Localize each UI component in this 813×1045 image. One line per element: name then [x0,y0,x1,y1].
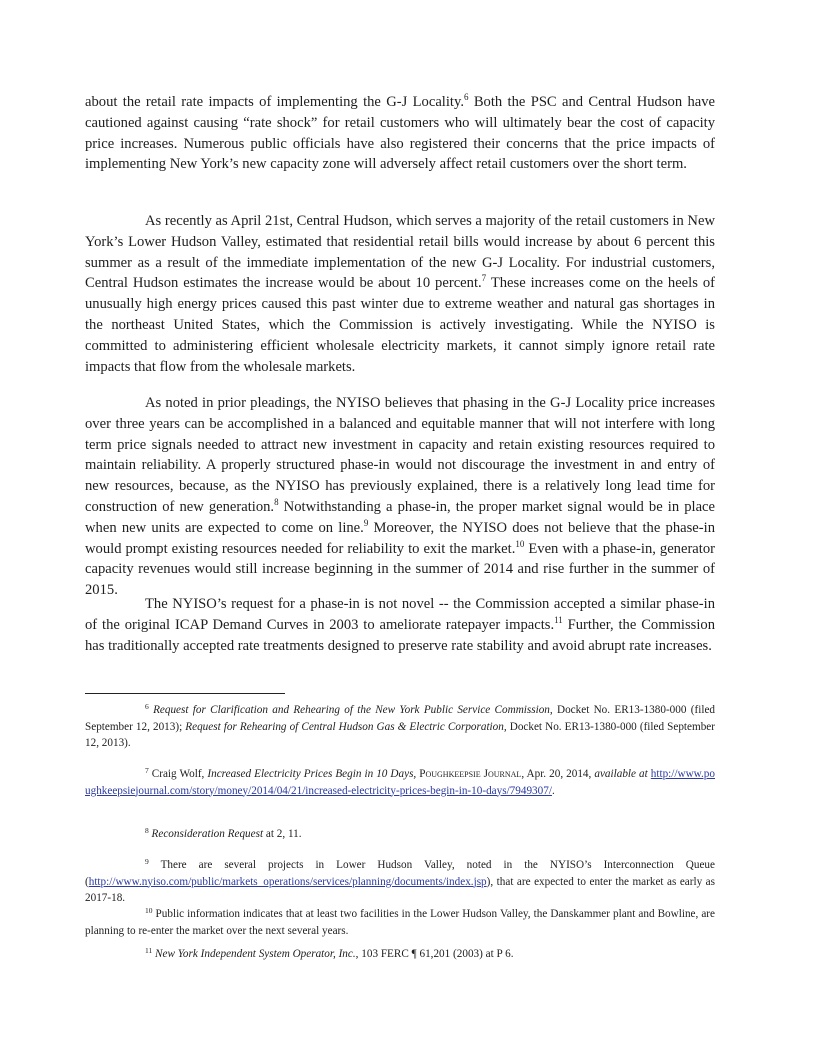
footnote-ref-8: 8 [274,496,279,507]
footnote-6-text-2: Docket No. ER13-1380-000 (filed September 12, 2013). [85,720,715,749]
footnote-7-number: 7 [145,766,149,775]
footnote-ref-10: 10 [515,538,525,549]
paragraph-4-text-a: The NYISO’s request for a phase-in is not novel -- the Commission accepted a similar phase-in of the original ICAP Demand Curves in 2003 to ameliorate ratepayer impacts. [85,596,715,633]
footnote-ref-7: 7 [481,273,487,284]
footnote-11 [85,946,715,963]
footnote-ref-6: 6 [463,92,469,102]
footnote-10-text: Public information indicates that at least two facilities in the Lower Hudson Valley, the Danskammer plant and Bowline, are planning to re-enter the market over the next several years. [85,908,715,937]
footnote-6-number: 6 [145,702,149,711]
footnote-9-text-1: There are several projects in Lower Hudson Valley, noted in the NYISO’s Interconnection Queue ( [85,859,715,888]
paragraph-4-text-b: Further, the Commission has traditionally accepted rate treatments designed to preserve rate stability and avoid abrupt rate increases. [85,616,715,654]
footnote-separator [85,693,285,694]
footnote-6-title-1: Request for Clarification and Rehearing of the New York Public Service Commission, [153,704,553,716]
footnote-6 [85,702,715,752]
footnote-11-number: 11 [145,946,153,955]
footnote-9-text-2: ), that are expected to enter the market as early as 2017-18. [85,875,715,904]
footnote-9 [85,857,715,907]
footnote-8 [85,826,715,843]
footnote-8-text: at 2, 11. [263,828,302,840]
paragraph-2 [85,211,715,377]
paragraph-3-text-d: Even with a phase-in, generator capacity revenues would still increase beginning in the summer of 2014 and rise further in the summer of 2015. [85,540,715,599]
footnote-11-citation: , 103 FERC ¶ 61,201 (2003) at P 6. [355,948,514,960]
footnote-7-link[interactable]: http://www.poughkeepsiejournal.com/story/money/2014/04/21/increased-electricity-prices-begin-in-10-days/7949307/ [85,768,715,797]
paragraph-3 [85,393,715,601]
footnote-7-publication: Poughkeepsie Journal [416,768,522,780]
footnote-7-article-title: Increased Electricity Prices Begin in 10 Days, [207,768,417,780]
footnote-9-number: 9 [145,857,149,866]
footnote-ref-11: 11 [554,614,563,625]
paragraph-1-text-a: about the retail rate impacts of implementing the G-J Locality. [85,94,464,110]
footnote-7-author: Craig Wolf, [151,768,208,780]
footnote-10-number: 10 [145,906,153,915]
footnote-9-link[interactable]: http://www.nyiso.com/public/markets_operations/services/planning/documents/index.jsp [88,875,487,888]
footnote-7-available-at: available at [594,768,648,780]
paragraph-2-text-a: As recently as April 21st, Central Hudson, which serves a majority of the retail customers in New York’s Lower Hudson Valley, estimated that residential retail bills would increase by about 6 percent this summer as a result of the immediate implementation of the new G-J Locality. For industrial customers, Central Hudson estimates the increase would be about 10 percent. [85,213,715,292]
paragraph-1 [85,92,715,175]
footnote-8-title: Reconsideration Request [151,828,264,840]
footnote-11-case-name: New York Independent System Operator, Inc. [155,948,356,960]
footnote-ref-9: 9 [363,517,369,528]
footnote-7 [85,766,715,799]
paragraph-1-text-b: Both the PSC and Central Hudson have cautioned against causing “rate shock” for retail customers who will ultimately bear the cost of capacity price increases. Numerous public officials have also registered their concerns that the price impacts of implementing New York’s new capacity zone will adversely affect retail customers over the short term. [85,94,715,173]
paragraph-3-text-a: As noted in prior pleadings, the NYISO believes that phasing in the G-J Locality price increases over three years can be accomplished in a balanced and equitable manner that will not interfere with long term price signals needed to attract new investment in capacity and retain existing resources required to maintain reliability. A properly structured phase-in would not discourage the investment in and entry of new resources, because, as the NYISO has previously explained, there is a relatively long lead time for construction of new generation. [85,395,715,515]
paragraph-3-text-b: Notwithstanding a phase-in, the proper market signal would be in place when new units are expected to come on line. [85,498,715,536]
paragraph-3-text-c: Moreover, the NYISO does not believe that the phase-in would prompt existing resources needed for reliability to exit the market. [85,519,715,557]
footnote-6-title-2: Request for Rehearing of Central Hudson Gas & Electric Corporation, [185,720,507,733]
paragraph-2-text-b: These increases come on the heels of unusually high energy prices caused this past winter due to extreme weather and natural gas shortages in the northeast United States, which the Commission is actively investigating. While the NYISO is committed to administering efficient wholesale electricity markets, it cannot simply ignore retail rate impacts that flow from the wholesale markets. [85,275,715,375]
footnote-8-number: 8 [145,826,149,835]
footnote-6-text-1: Docket No. ER13-1380-000 (filed September 12, 2013); [85,704,715,733]
paragraph-4 [85,594,715,656]
footnote-7-date: , Apr. 20, 2014, [521,768,595,780]
footnote-10 [85,906,715,939]
footnote-7-end: . [551,784,555,797]
